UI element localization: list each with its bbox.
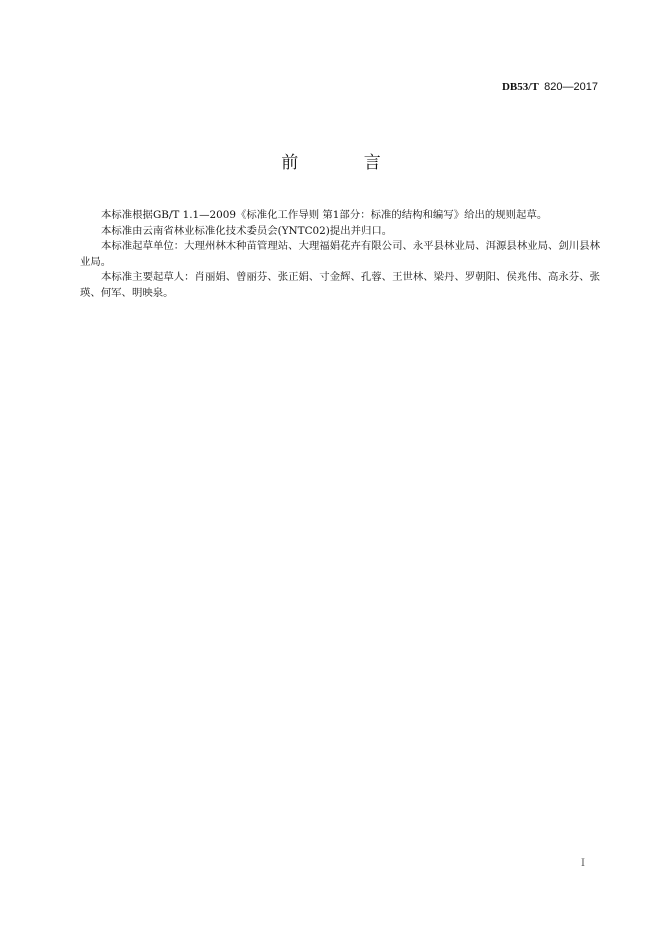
- page-title: 前 言: [281, 153, 411, 173]
- page-number: I: [581, 858, 585, 869]
- paragraph-drafting-units: 本标准起草单位：大理州林木种苗管理站、大理福娟花卉有限公司、永平县林业局、洱源县林业局、剑川县林业局。: [80, 240, 600, 268]
- paragraph-drafters: 本标准主要起草人：肖丽娟、曾丽芬、张正娟、寸金辉、孔蓉、王世林、梁丹、罗朝阳、侯兆伟、高永芬、张瑛、何军、明映泉。: [80, 271, 600, 299]
- paragraph-proposer: 本标准由云南省林业标准化技术委员会(YNTC02)提出并归口。: [101, 224, 393, 237]
- paragraph-drafting-rules: 本标准根据GB/T 1.1—2009《标准化工作导则 第1部分：标准的结构和编写》给出的规则起草。: [101, 209, 548, 221]
- document-code-header: [502, 80, 598, 93]
- document-code-prefix: DB53/T: [501, 81, 539, 93]
- foreword-body: [80, 208, 600, 301]
- document-code-number: 820—2017: [544, 81, 598, 93]
